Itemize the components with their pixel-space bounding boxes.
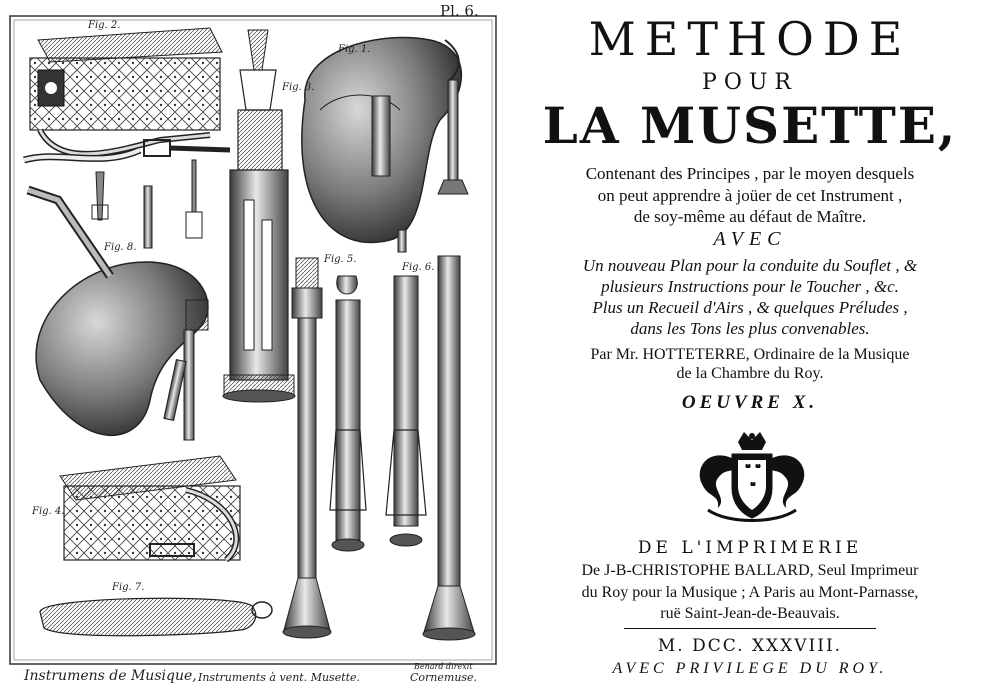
imprint-rule <box>624 628 876 629</box>
description-line-3: de soy-même au défaut de Maître. <box>633 207 867 226</box>
imprint-line-4: ruë Saint-Jean-de-Beauvais. <box>660 605 840 622</box>
plan-line-2: plusieurs Instructions pour le Toucher , &c. <box>601 277 899 296</box>
description-line-2: on peut apprendre à joüer de cet Instrument , <box>597 186 903 205</box>
figure-label-5: Fig. 5. <box>324 254 357 265</box>
title-methode: METHODE <box>588 12 912 66</box>
figure-label-4: Fig. 4. <box>32 506 65 517</box>
cornemuse-fig-8 <box>28 190 208 440</box>
imprint-year: M. DCC. XXXVIII. <box>657 636 843 656</box>
privilege-line: AVEC PRIVILEGE DU ROY. <box>612 660 888 677</box>
title-la-musette: LA MUSETTE, <box>542 96 958 155</box>
imprint-line-2: De J-B-CHRISTOPHE BALLARD, Seul Imprimeur <box>581 562 919 579</box>
plate-caption-left: Instrumens de Musique, <box>24 668 197 684</box>
engraver-signature: Benard direxit <box>414 662 473 671</box>
oeuvre-number: OEUVRE X. <box>681 392 819 413</box>
plate-number: Pl. 6. <box>440 2 479 20</box>
author-line-1: Par Mr. HOTTETERRE, Ordinaire de la Musique <box>590 346 910 363</box>
bag-cover-fig-7 <box>40 598 272 635</box>
description-line-1: Contenant des Principes , par le moyen desquels <box>585 164 915 183</box>
imprint-line-1: DE L'IMPRIMERIE <box>637 538 863 558</box>
author-line-2: de la Chambre du Roy. <box>676 365 824 382</box>
figure-label-2: Fig. 2. <box>88 20 121 31</box>
musette-fig-1 <box>302 38 468 253</box>
bellows-fig-4 <box>60 456 240 560</box>
title-page <box>500 0 1000 691</box>
title-pour: POUR <box>702 70 798 95</box>
bellows-fig-2 <box>24 28 230 160</box>
plan-line-3: Plus un Recueil d'Airs , & quelques Préludes , <box>592 298 908 317</box>
plan-line-4: dans les Tons les plus convenables. <box>630 319 870 338</box>
chanter-fig-5 <box>283 258 366 638</box>
plan-line-1: Un nouveau Plan pour la conduite du Souflet , & <box>582 256 918 275</box>
plate-caption-right: Cornemuse. <box>410 671 478 684</box>
figure-label-1: Fig. 1. <box>338 44 371 55</box>
reed-parts <box>92 160 202 248</box>
chanter-fig-6 <box>386 256 475 640</box>
avec-heading: AVEC <box>713 228 787 250</box>
plate-caption-middle: Instruments à vent. Musette. <box>198 671 361 684</box>
imprint-line-3: du Roy pour la Musique ; A Paris au Mont-Parnasse, <box>581 584 919 601</box>
figure-label-6: Fig. 6. <box>402 262 435 273</box>
figure-label-8: Fig. 8. <box>104 242 137 253</box>
figure-label-7: Fig. 7. <box>112 582 145 593</box>
figure-label-3: Fig. 3. <box>282 82 315 93</box>
royal-arms-vignette <box>688 428 816 528</box>
